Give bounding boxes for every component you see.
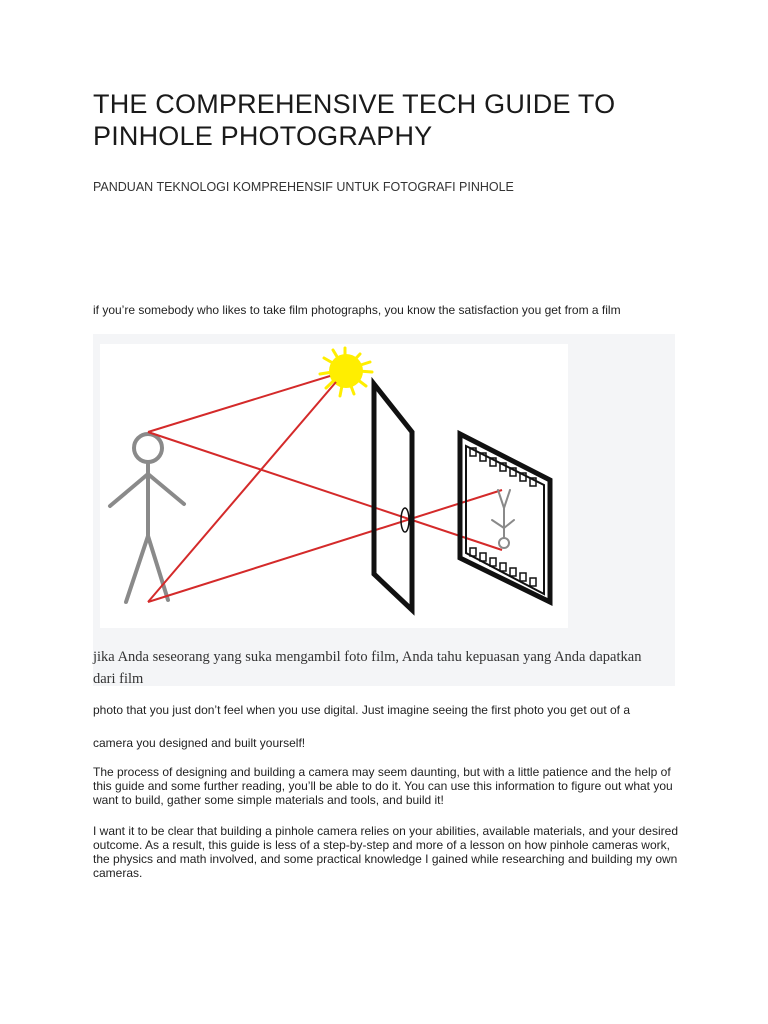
inverted-image-figure xyxy=(492,490,514,548)
page-title: THE COMPREHENSIVE TECH GUIDE TO PINHOLE PHOTOGRAPHY xyxy=(93,89,616,151)
figure-caption: jika Anda seseorang yang suka mengambil foto film, Anda tahu kepuasan yang Anda dapatkan dari film xyxy=(93,649,642,687)
body-paragraph-2: I want it to be clear that building a pinhole camera relies on your abilities, available materials, and your desired outcome. As a result, this guide is less of a step-by-step and more of a lesson on how pinhole cameras work, the physics and math involved, and some practical knowledge I gained while researching and building my own cameras. xyxy=(93,824,678,880)
stick-figure-person xyxy=(110,434,184,602)
sun-icon xyxy=(320,348,372,396)
pinhole-board xyxy=(374,384,412,610)
text-line-3: camera you designed and built yourself! xyxy=(93,736,306,750)
intro-line: if you’re somebody who likes to take film photographs, you know the satisfaction you get from a film xyxy=(93,303,621,317)
pinhole-diagram xyxy=(100,344,568,628)
light-rays xyxy=(148,376,502,602)
text-line-2: photo that you just don’t feel when you use digital. Just imagine seeing the first photo you get out of a xyxy=(93,703,631,717)
page-subtitle: PANDUAN TEKNOLOGI KOMPREHENSIF UNTUK FOTOGRAFI PINHOLE xyxy=(93,180,514,194)
body-paragraph-1: The process of designing and building a camera may seem daunting, but with a little patience and the help of this guide and some further reading, you’ll be able to do it. You can use this information to figure out what you want to build, gather some simple materials and tools, and build it! xyxy=(93,765,673,807)
